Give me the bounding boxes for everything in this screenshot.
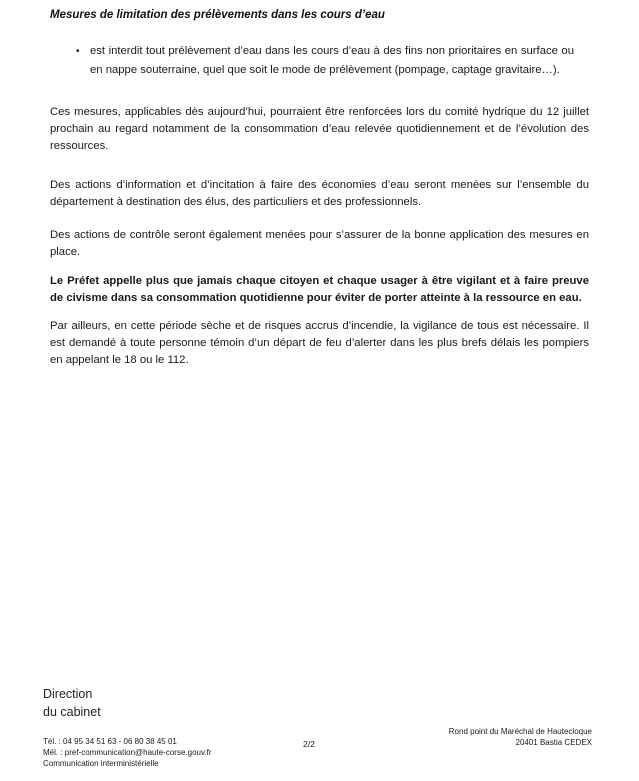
footer-contact-block (43, 737, 211, 769)
bullet-icon: • (76, 46, 80, 57)
footer-address-line2: 20401 Bastia CEDEX (515, 737, 592, 747)
paragraph-prefect-appeal: Le Préfet appelle plus que jamais chaque citoyen et chaque usager à être vigilant et à faire preuve de civisme dans sa consommation quotidienne pour éviter de porter atteinte à la ressource en eau. (50, 275, 589, 304)
footer-department-line1: Direction (43, 687, 93, 701)
paragraph-fire-risk: Par ailleurs, en cette période sèche et de risques accrus d’incendie, la vigilance de tous est nécessaire. Il est demandé à toute personne témoin d’un départ de feu d’alerter dans les plus brefs délais les pompiers en appelant le 18 ou le 112. (50, 320, 589, 366)
bullet-text: est interdit tout prélèvement d’eau dans les cours d’eau à des fins non prioritaires en surface ou en nappe souterraine, quel que soit le mode de prélèvement (pompage, captage gravitaire…). (90, 45, 574, 76)
footer-address-line1: Rond point du Maréchal de Hautecloque (448, 727, 592, 736)
footer-email: Mél. : pref-communication@haute-corse.gouv.fr (43, 747, 212, 757)
footer-address-block (449, 727, 592, 749)
footer-service: Communication interministérielle (43, 758, 159, 768)
footer-phone: Tél. : 04 95 34 51 63 - 06 80 38 45 01 (43, 737, 177, 746)
document-heading: Mesures de limitation des prélèvements dans les cours d’eau (50, 9, 385, 21)
page-number: 2/2 (303, 739, 315, 749)
paragraph-information-actions: Des actions d’information et d’incitation à faire des économies d’eau seront menées sur l’ensemble du département à destination des élus, des particuliers et des professionnels. (50, 179, 589, 208)
document-content (50, 8, 589, 369)
bullet-item (50, 42, 589, 80)
paragraph-measures: Ces mesures, applicables dès aujourd’hui, pourraient être renforcées lors du comité hydrique du 12 juillet prochain au regard notamment de la consommation d’eau relevée quotidiennement et de l’évolution des ressources. (50, 106, 589, 152)
footer-department (43, 685, 101, 721)
footer-department-line2: du cabinet (43, 705, 101, 719)
paragraph-control-actions: Des actions de contrôle seront également menées pour s’assurer de la bonne application des mesures en place. (50, 229, 589, 258)
